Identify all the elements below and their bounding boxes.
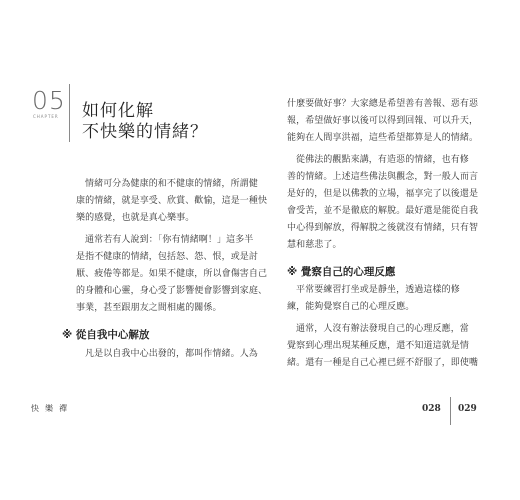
right-section-heading: ※ 覺察自己的心理反應 (287, 266, 396, 278)
left-p1-line-1: 情緒可分為健康的和不健康的情緒，所謂健 (85, 179, 258, 189)
right-p2-line-5: 中心得到解放，得解脫之後就沒有情緒，只有智 (287, 223, 479, 233)
right-p4-line-2: 覺察到心理出現某種反應，還不知道這就是情 (287, 341, 470, 351)
left-p2-line-2: 是指不健康的情緒，包括怒、怨、恨，或是討 (76, 252, 259, 262)
left-p1-line-3: 樂的感覺，也就是真心樂事。 (76, 213, 195, 223)
chapter-title-line-2: 不快樂的情緒？ (82, 122, 208, 142)
chapter-number: 05 (32, 86, 66, 115)
right-p2-line-6: 慧和慈悲了。 (287, 240, 342, 250)
right-p1-line-3: 能夠在人間享洪福，這些希望都算是人的情緒。 (287, 133, 479, 143)
right-p1-line-1: 什麼要做好事？大家總是希望善有善報、惡有惡 (287, 99, 479, 109)
page-number-divider (450, 397, 451, 425)
right-p4-line-1: 通常，人沒有辦法發現自己的心理反應，當 (296, 324, 469, 334)
left-p2-line-4: 的身體和心靈，身心受了影響便會影響到家庭、 (76, 286, 268, 296)
right-p4-line-3: 緒。還有一種是自己心裡已經不舒服了，即使嘴 (287, 358, 479, 368)
chapter-label: CHAPTER (33, 114, 59, 119)
right-p2-line-4: 會受苦，並不是徹底的解脫。最好還是能從自我 (287, 206, 479, 216)
left-p3-line-1: 凡是以自我中心出發的，都叫作情緒。人為 (85, 349, 258, 359)
left-section-heading: ※ 從自我中心解放 (62, 329, 150, 341)
right-p2-line-2: 善的情緒。上述這些佛法與觀念，對一般人而言 (287, 172, 479, 182)
right-p2-line-1: 從佛法的觀點來講，有造惡的情緒，也有修 (296, 155, 469, 165)
left-p2-line-1: 通常若有人說到：「你有情緒啊！」這多半 (85, 235, 254, 245)
right-p3-line-1: 平常要練習打坐或是靜坐，透過這樣的修 (296, 285, 460, 295)
page-number-left: 028 (422, 404, 441, 414)
right-p2-line-3: 是好的，但是以佛教的立場，福享完了以後還是 (287, 189, 479, 199)
page-number-right: 029 (458, 404, 477, 414)
right-p1-line-2: 報，希望做好事以後可以得到回報、可以升天， (287, 116, 479, 126)
left-p2-line-5: 事業，甚至跟朋友之間相處的關係。 (76, 303, 222, 313)
chapter-title-line-1: 如何化解 (82, 101, 154, 121)
left-p1-line-2: 康的情緒，就是享受、欣賞、歡愉，這是一種快 (76, 196, 268, 206)
running-footer-book-title: 快樂禪 (31, 404, 73, 413)
right-p3-line-2: 練，能夠覺察自己的心理反應。 (287, 302, 415, 312)
left-p2-line-3: 厭、疲倦等都是。如果不健康，所以會傷害自己 (76, 269, 268, 279)
chapter-divider (69, 84, 70, 142)
